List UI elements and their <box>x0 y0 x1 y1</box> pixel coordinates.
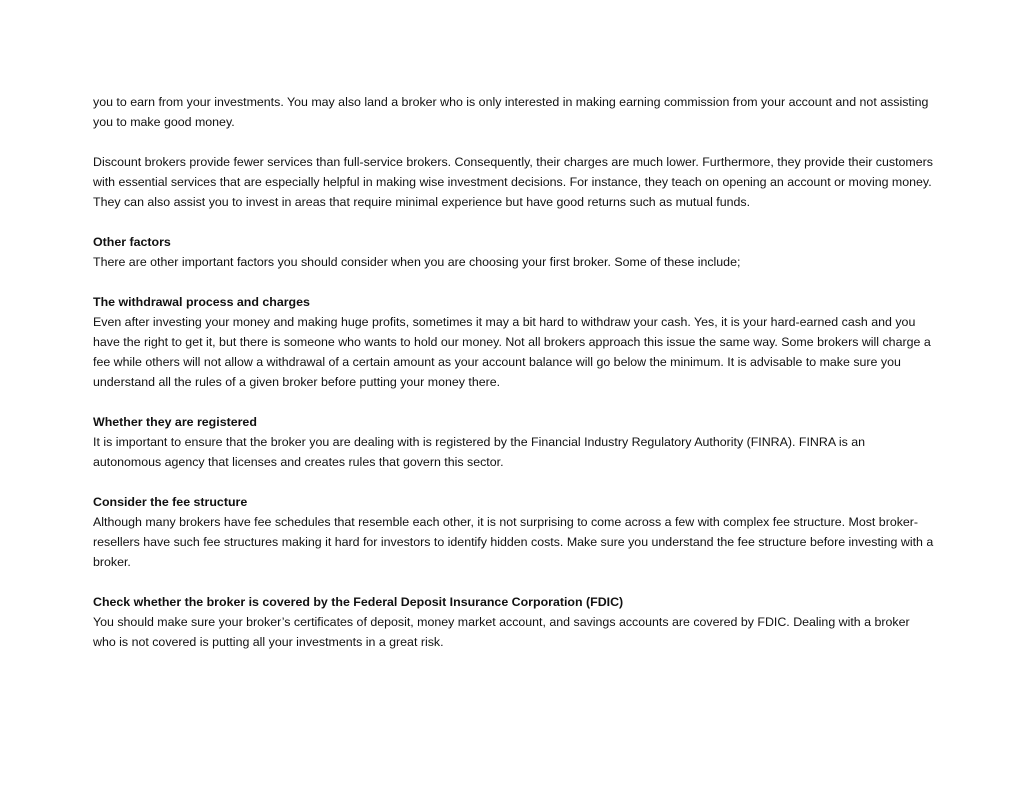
section-paragraph: Even after investing your money and making huge profits, sometimes it may a bit hard to withdraw your cash. Yes, it is your hard-earned cash and you have the right to get it, but there is someone who wants to hold our money. Not all brokers approach this issue the same way. Some brokers will charge a fee while others will not allow a withdrawal of a certain amount as your account balance will go below the minimum. It is advisable to make sure you understand all the rules of a given broker before putting your money there. <box>93 315 931 389</box>
discount-brokers-paragraph: Discount brokers provide fewer services than full-service brokers. Consequently, their charges are much lower. Furthermore, they provide their customers with essential services that are especially helpful in making wise investment decisions. For instance, they teach on opening an account or moving money. They can also assist you to invest in areas that require minimal experience but have good returns such as mutual funds. <box>93 155 933 209</box>
section-heading: Consider the fee structure <box>93 495 248 509</box>
intro-paragraph: you to earn from your investments. You may also land a broker who is only interested in making earning commission from your account and not assisting you to make good money. <box>93 95 929 129</box>
discount-brokers-block <box>93 152 935 212</box>
section-heading: Check whether the broker is covered by the Federal Deposit Insurance Corporation (FDIC) <box>93 595 624 609</box>
section-heading: Other factors <box>93 235 171 249</box>
section-heading: Whether they are registered <box>93 415 257 429</box>
section-withdrawal-process <box>93 292 935 392</box>
section-paragraph: It is important to ensure that the broker you are dealing with is registered by the Financial Industry Regulatory Authority (FINRA). FINRA is an autonomous agency that licenses and creates rules that govern this sector. <box>93 435 866 469</box>
section-registered <box>93 412 935 472</box>
section-heading: The withdrawal process and charges <box>93 295 310 309</box>
section-other-factors <box>93 232 935 272</box>
section-paragraph: You should make sure your broker’s certificates of deposit, money market account, and savings accounts are covered by FDIC. Dealing with a broker who is not covered is putting all your investments in a great risk. <box>93 615 910 649</box>
section-fee-structure <box>93 492 935 572</box>
section-paragraph: Although many brokers have fee schedules that resemble each other, it is not surprising to come across a few with complex fee structure. Most broker-resellers have such fee structures making it hard for investors to identify hidden costs. Make sure you understand the fee structure before investing with a broker. <box>93 515 934 569</box>
section-paragraph: There are other important factors you should consider when you are choosing your first broker. Some of these include; <box>93 255 741 269</box>
section-fdic <box>93 592 935 652</box>
intro-block <box>93 92 935 132</box>
document-page <box>93 92 935 672</box>
